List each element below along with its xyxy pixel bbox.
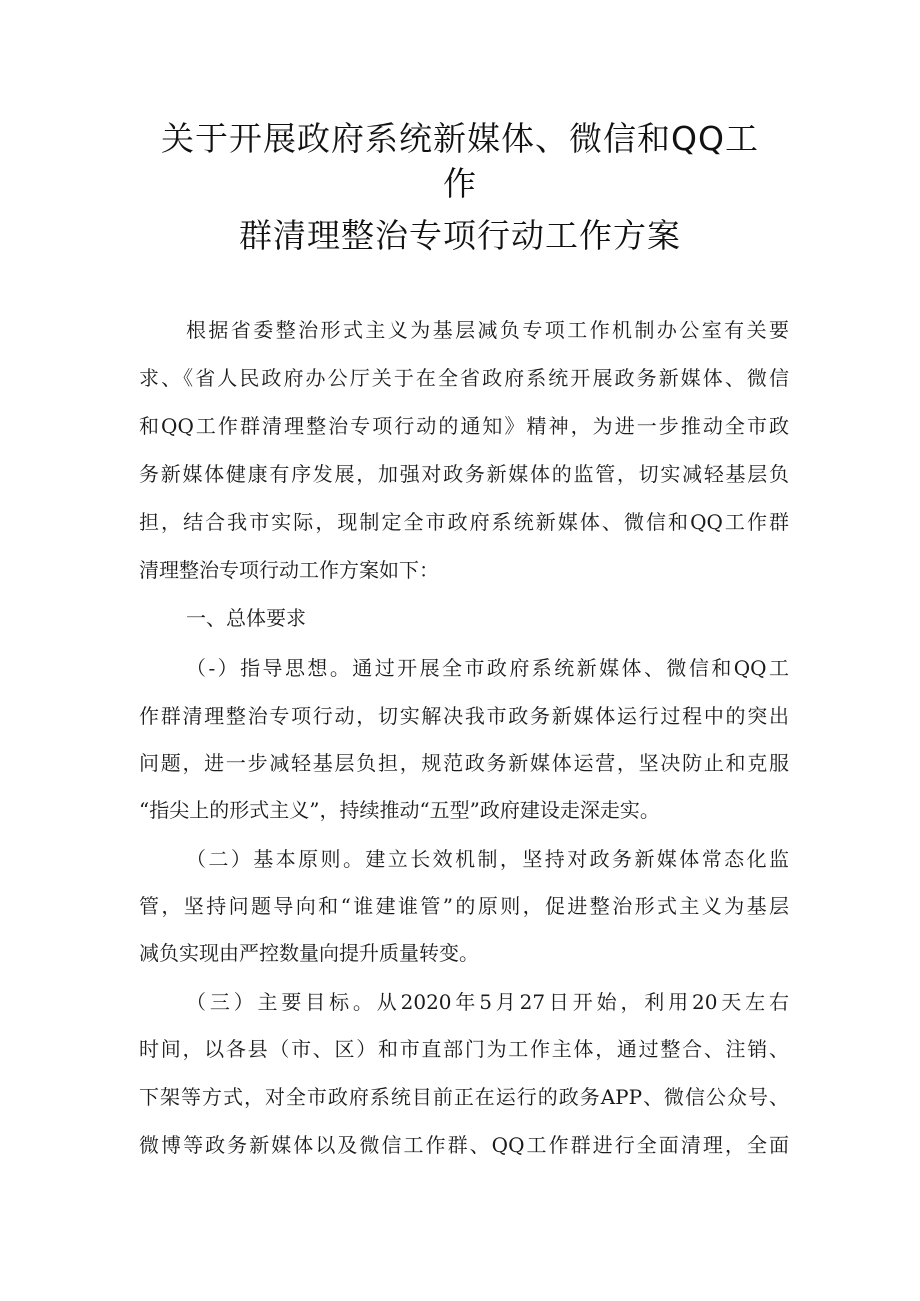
body-line: 时间，以各县（市、区）和市直部门为工作主体，通过整合、注销、 — [139, 1037, 789, 1061]
body-line: 问题，进一步减轻基层负担，规范政务新媒体运营，坚决防止和克服 — [139, 751, 789, 775]
body-line: 求、《省人民政府办公厅关于在全省政府系统开展政务新媒体、微信 — [139, 366, 789, 390]
body-line: 根据省委整治形式主义为基层减负专项工作机制办公室有关要 — [186, 318, 789, 342]
document-title-line-2: 作 — [443, 164, 477, 203]
body-line: （-）指导思想。通过开展全市政府系统新媒体、微信和QQ工 — [186, 656, 789, 680]
body-line: （二）基本原则。建立长效机制，坚持对政务新媒体常态化监 — [186, 847, 789, 871]
section-heading: 一、总体要求 — [186, 606, 306, 630]
body-line: 管，坚持问题导向和“谁建谁管”的原则，促进整治形式主义为基层 — [139, 894, 789, 918]
body-line: 担，结合我市实际，现制定全市政府系统新媒体、微信和QQ工作群 — [139, 510, 789, 534]
document-title-line-3: 群清理整治专项行动工作方案 — [239, 216, 681, 255]
body-line: 微博等政务新媒体以及微信工作群、QQ工作群进行全面清理，全面 — [139, 1133, 789, 1157]
body-line: 务新媒体健康有序发展，加强对政务新媒体的监管，切实减轻基层负 — [139, 462, 789, 486]
document-title-line-1: 关于开展政府系统新媒体、微信和QQ工 — [161, 119, 759, 158]
body-line: 作群清理整治专项行动，切实解决我市政务新媒体运行过程中的突出 — [139, 704, 789, 728]
body-line: 减负实现由严控数量向提升质量转变。 — [139, 941, 479, 965]
body-line: “指尖上的形式主义”，持续推动“五型”政府建设走深走实。 — [139, 798, 660, 822]
body-line: 清理整治专项行动工作方案如下： — [139, 558, 439, 582]
body-line: 和QQ工作群清理整治专项行动的通知》精神，为进一步推动全市政 — [139, 414, 789, 438]
body-line: （三）主要目标。从2020年5月27日开始，利用20天左右 — [186, 990, 789, 1014]
body-line: 下架等方式，对全市政府系统目前正在运行的政务APP、微信公众号、 — [139, 1085, 789, 1109]
